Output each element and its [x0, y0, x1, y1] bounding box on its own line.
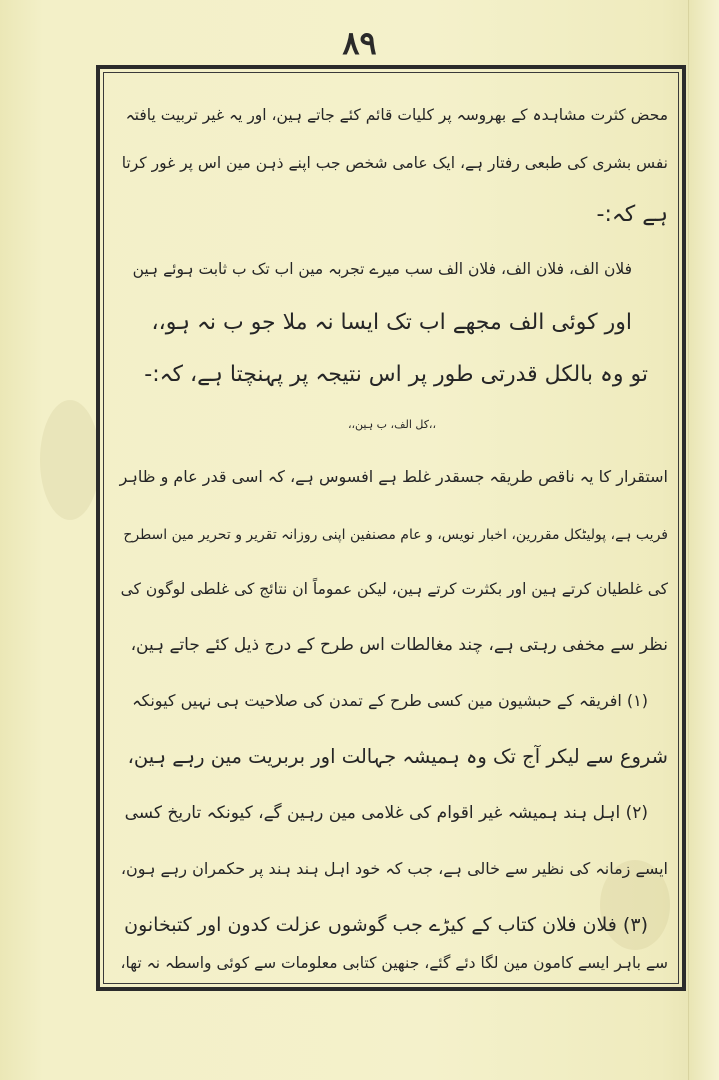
- page-edge: [688, 0, 719, 1080]
- quote-line: فلان الف، فلان الف، فلان الف سب میرے تجربہ مین اب تک ب ثابت ہوئے ہین: [132, 260, 632, 278]
- list-item-1: (۱) افریقہ کے حبشیون مین کسی طرح کے تمدن کی صلاحیت ہی نہیں کیونکہ: [132, 691, 648, 710]
- text-line: سے باہر ایسے کامون مین لگا دئے گئے، جنھین کتابی معلومات سے کوئی واسطہ نہ تھا،: [120, 954, 668, 972]
- text-line: تو وہ بالکل قدرتی طور پر اس نتیجہ پر پہنچتا ہے، کہ:-: [144, 362, 648, 387]
- text-line: فریب ہے، پولیٹکل مقررین، اخبار نویس، و عام مصنفین اپنی روزانہ تقریر و تحریر مین اسطرح: [123, 527, 668, 543]
- text-line: ایسے زمانہ کی نظیر سے خالی ہے، جب کہ خود اہل ہند ہند پر حکمران رہے ہون،: [120, 859, 668, 878]
- list-item-2: (۲) اہل ہند ہمیشہ غیر اقوام کی غلامی مین رہین گے، کیونکہ تاریخ کسی: [124, 803, 648, 823]
- text-line: نفس بشری کی طبعی رفتار ہے، ایک عامی شخص جب اپنے ذہن مین اس پر غور کرتا: [121, 154, 668, 172]
- text-line: محض کثرت مشاہدہ کے بھروسہ پر کلیات قائم کئے جاتے ہین، اور یہ غیر تربیت یافتہ: [125, 106, 668, 124]
- conclusion-line: ،،کل الف، ب ہین،،: [347, 418, 437, 431]
- page-number: ۸۹: [342, 24, 377, 62]
- text-line: کی غلطیان کرتے ہین اور بکثرت کرتے ہین، لیکن عموماً ان نتائج کی غلطی لوگون کی: [120, 580, 668, 598]
- paper-stain: [40, 400, 100, 520]
- list-item-3: (۳) فلان فلان کتاب کے کیڑے جب گوشوں عزلت کدون اور کتبخانون: [124, 914, 648, 936]
- quote-line: اور کوئی الف مجھے اب تک ایسا نہ ملا جو ب نہ ہو،،: [151, 310, 632, 335]
- text-line: استقرار کا یہ ناقص طریقہ جسقدر غلط ہے افسوس ہے، کہ اسی قدر عام و ظاہر: [119, 467, 668, 486]
- body-text: [112, 92, 672, 972]
- text-line: ہے کہ:-: [596, 202, 668, 227]
- text-line: نظر سے مخفی رہتی ہے، چند مغالطات اس طرح کے درج ذیل کئے جاتے ہین،: [130, 635, 668, 655]
- text-line: شروع سے لیکر آج تک وہ ہمیشہ جہالت اور بربریت مین رہے ہین،: [127, 745, 668, 768]
